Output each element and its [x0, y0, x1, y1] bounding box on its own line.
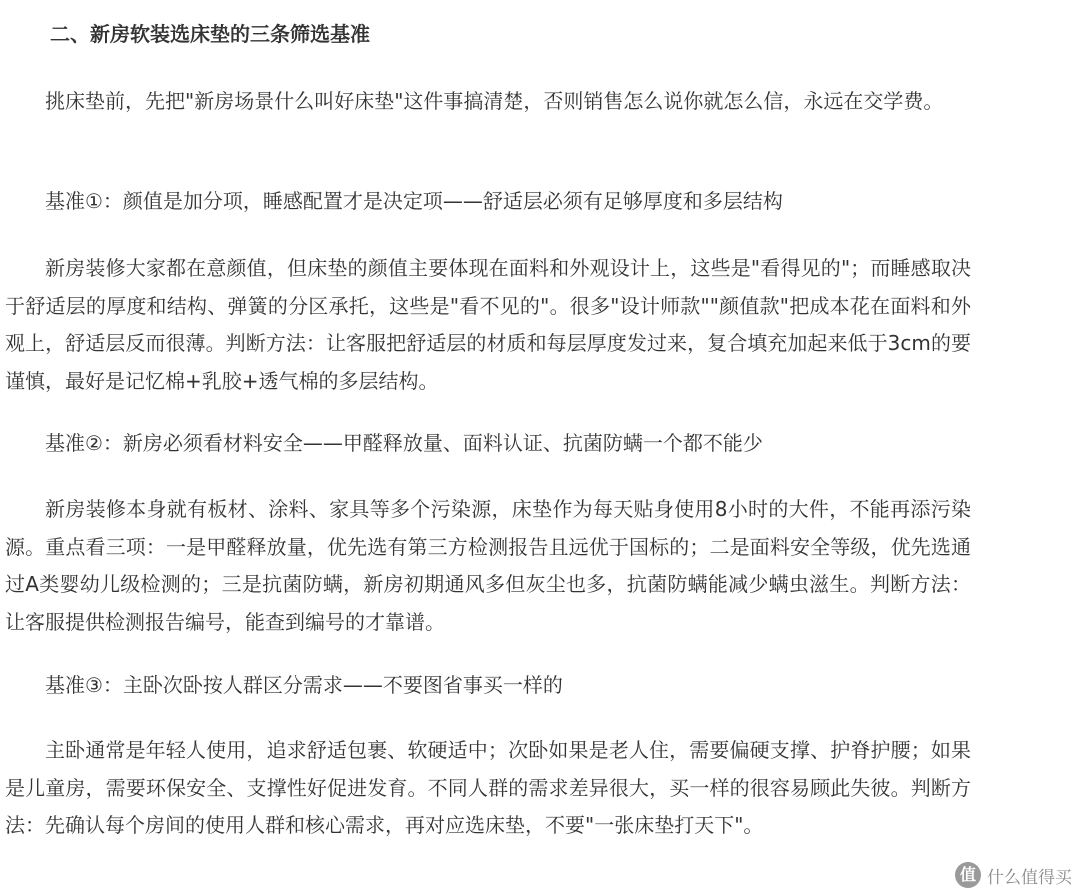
- watermark: [955, 862, 1072, 888]
- criterion-3-body: 主卧通常是年轻人使用，追求舒适包裹、软硬适中；次卧如果是老人住，需要偏硬支撑、护脊护腰；如果是儿童房，需要环保安全、支撑性好促进发育。不同人群的需求差异很大，买一样的很容易顾此失彼。判断方法：先确认每个房间的使用人群和核心需求，再对应选床垫，不要"一张床垫打天下"。: [5, 738, 971, 837]
- section-heading: 二、新房软装选床垫的三条筛选基准: [50, 22, 370, 46]
- watermark-text: 什么值得买: [987, 867, 1072, 888]
- intro-paragraph: 挑床垫前，先把"新房场景什么叫好床垫"这件事搞清楚，否则销售怎么说你就怎么信，永远在交学费。: [45, 89, 944, 113]
- smzdm-logo-icon: 值: [955, 862, 981, 888]
- criterion-1-body: 新房装修大家都在意颜值，但床垫的颜值主要体现在面料和外观设计上，这些是"看得见的"；而睡感取决于舒适层的厚度和结构、弹簧的分区承托，这些是"看不见的"。很多"设计师款""颜值款"把成本花在面料和外观上，舒适层反而很薄。判断方法：让客服把舒适层的材质和每层厚度发过来，复合填充加起来低于3cm的要谨慎，最好是记忆棉+乳胶+透气棉的多层结构。: [5, 256, 971, 393]
- criterion-1-title: 基准①：颜值是加分项，睡感配置才是决定项——舒适层必须有足够厚度和多层结构: [45, 189, 783, 213]
- criterion-2-title: 基准②：新房必须看材料安全——甲醛释放量、面料认证、抗菌防螨一个都不能少: [45, 431, 763, 455]
- criterion-2-body: 新房装修本身就有板材、涂料、家具等多个污染源，床垫作为每天贴身使用8小时的大件，不能再添污染源。重点看三项：一是甲醛释放量，优先选有第三方检测报告且远优于国标的；二是面料安全等级，优先选通过A类婴幼儿级检测的；三是抗菌防螨，新房初期通风多但灰尘也多，抗菌防螨能减少螨虫滋生。判断方法：让客服提供检测报告编号，能查到编号的才靠谱。: [5, 497, 971, 634]
- criterion-3-title: 基准③：主卧次卧按人群区分需求——不要图省事买一样的: [45, 673, 563, 697]
